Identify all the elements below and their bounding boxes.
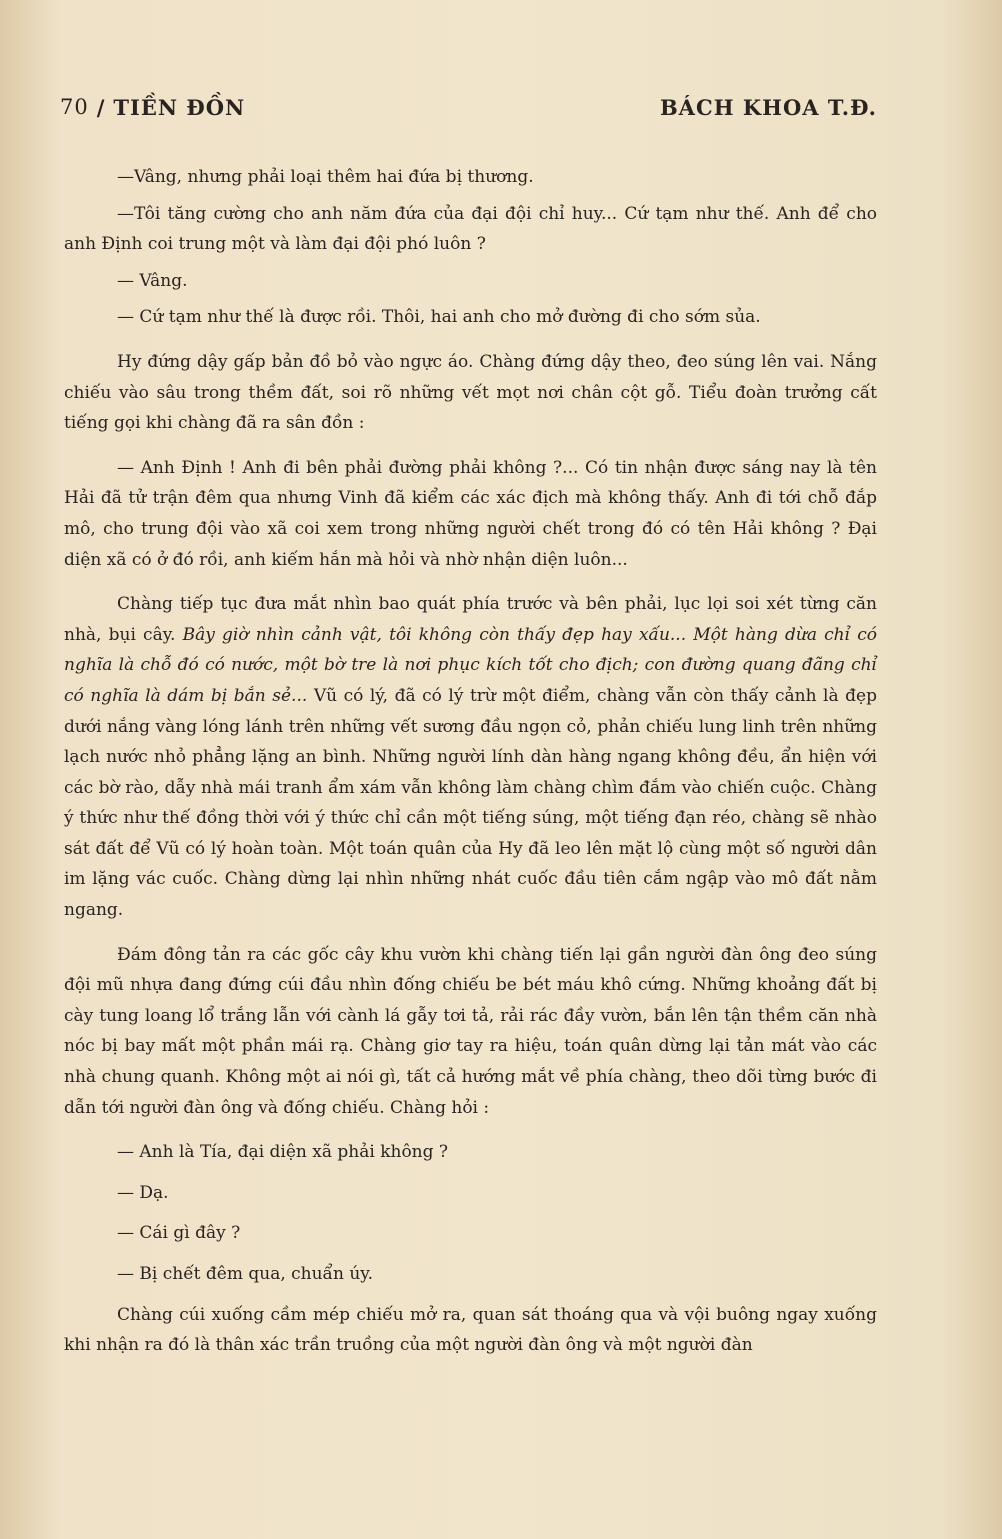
paragraph bbox=[64, 589, 877, 926]
paragraph-text: Vũ có lý, đã có lý trừ một điểm, chàng vẫn còn thấy cảnh là đẹp dưới nắng vàng lóng lánh trên những vết sương đầu ngọn cỏ, phản chiếu lung linh trên những lạch nước nhỏ phẳng lặng an bình. Những người lính dàn hàng ngang không đều, ẩn hiện với các bờ rào, dẫy nhà mái tranh ẩm xám vẫn không làm chàng chìm đắm vào chiến cuộc. Chàng ý thức như thế đồng thời với ý thức chỉ cần một tiếng súng, một tiếng đạn réo, chàng sẽ nhào sát đất để Vũ có lý hoàn toàn. Một toán quân của Hy đã leo lên mặt lộ cùng một số người dân im lặng vác cuốc. Chàng dừng lại nhìn những nhát cuốc đầu tiên cắm ngập vào mô đất nằm ngang. bbox=[64, 685, 877, 921]
header-separator: / bbox=[96, 95, 106, 120]
paragraph: Đám đông tản ra các gốc cây khu vườn khi chàng tiến lại gần người đàn ông đeo súng đội mũ nhựa đang đứng cúi đầu nhìn đống chiếu be bét máu khô cứng. Những khoảng đất bị cày tung loang lổ trắng lẫn với cành lá gẫy tơi tả, rải rác đầy vườn, bắn lên tận thềm căn nhà nóc bị bay mất một phần mái rạ. Chàng giơ tay ra hiệu, toán quân dừng lại tản mát vào các nhà chung quanh. Không một ai nói gì, tất cả hướng mắt về phía chàng, theo dõi từng bước đi dẫn tới người đàn ông và đống chiếu. Chàng hỏi : bbox=[64, 944, 877, 1118]
dialogue-line: — Cái gì đây ? bbox=[117, 1223, 241, 1244]
publication-title: BÁCH KHOA T.Đ. bbox=[659, 95, 877, 120]
page-number: 70 bbox=[60, 95, 89, 119]
section-title: TIỀN ĐỒN bbox=[113, 95, 246, 120]
paragraph: Hy đứng dậy gấp bản đồ bỏ vào ngực áo. Chàng đứng dậy theo, đeo súng lên vai. Nắng chiếu vào sâu trong thềm đất, soi rõ những vết mọt nơi chân cột gỗ. Tiểu đoàn trưởng cất tiếng gọi khi chàng đã ra sân đồn : bbox=[64, 351, 877, 434]
page-header bbox=[60, 95, 877, 120]
paragraph: Chàng cúi xuống cầm mép chiếu mở ra, quan sát thoáng qua và vội buông ngay xuống khi nhận ra đó là thân xác trần truồng của một người đàn ông và một người đàn bbox=[64, 1304, 877, 1356]
header-left bbox=[60, 95, 245, 120]
dialogue-line: —Vâng, nhưng phải loại thêm hai đứa bị thương. bbox=[117, 167, 534, 187]
body-text bbox=[64, 162, 877, 1375]
dialogue-line: — Anh là Tía, đại diện xã phải không ? bbox=[117, 1142, 449, 1163]
dialogue-line: — Dạ. bbox=[117, 1182, 169, 1203]
dialogue-line: — Anh Định ! Anh đi bên phải đường phải không ?... Có tin nhận được sáng nay là tên Hải đã tử trận đêm qua nhưng Vinh đã kiểm các xác địch mà không thấy. Anh đi tới chỗ đắp mô, cho trung đội vào xã coi xem trong những người chết trong đó có tên Hải không ? Đại diện xã có ở đó rồi, anh kiếm hắn mà hỏi và nhờ nhận diện luôn... bbox=[64, 457, 877, 570]
italic-quote: Bây giờ nhìn cảnh vật, tôi không còn thấy đẹp hay xấu... Một hàng dừa chỉ có nghĩa là chỗ đó có nước, một bờ tre là nơi phục kích tốt cho địch; con đường quang đãng chỉ có nghĩa là dám bị bắn sẻ... bbox=[64, 624, 877, 706]
dialogue-line: — Bị chết đêm qua, chuẩn úy. bbox=[117, 1264, 374, 1284]
paragraph-text: Chàng tiếp tục đưa mắt nhìn bao quát phía trước và bên phải, lục lọi soi xét từng căn nhà, bụi cây. bbox=[64, 594, 877, 645]
dialogue-line: — Cứ tạm như thế là được rồi. Thôi, hai anh cho mở đường đi cho sớm sủa. bbox=[117, 307, 761, 328]
dialogue-line: —Tôi tăng cường cho anh năm đứa của đại đội chỉ huy... Cứ tạm như thế. Anh để cho anh Định coi trung một và làm đại đội phó luôn ? bbox=[64, 203, 877, 255]
dialogue-line: — Vâng. bbox=[117, 270, 188, 291]
